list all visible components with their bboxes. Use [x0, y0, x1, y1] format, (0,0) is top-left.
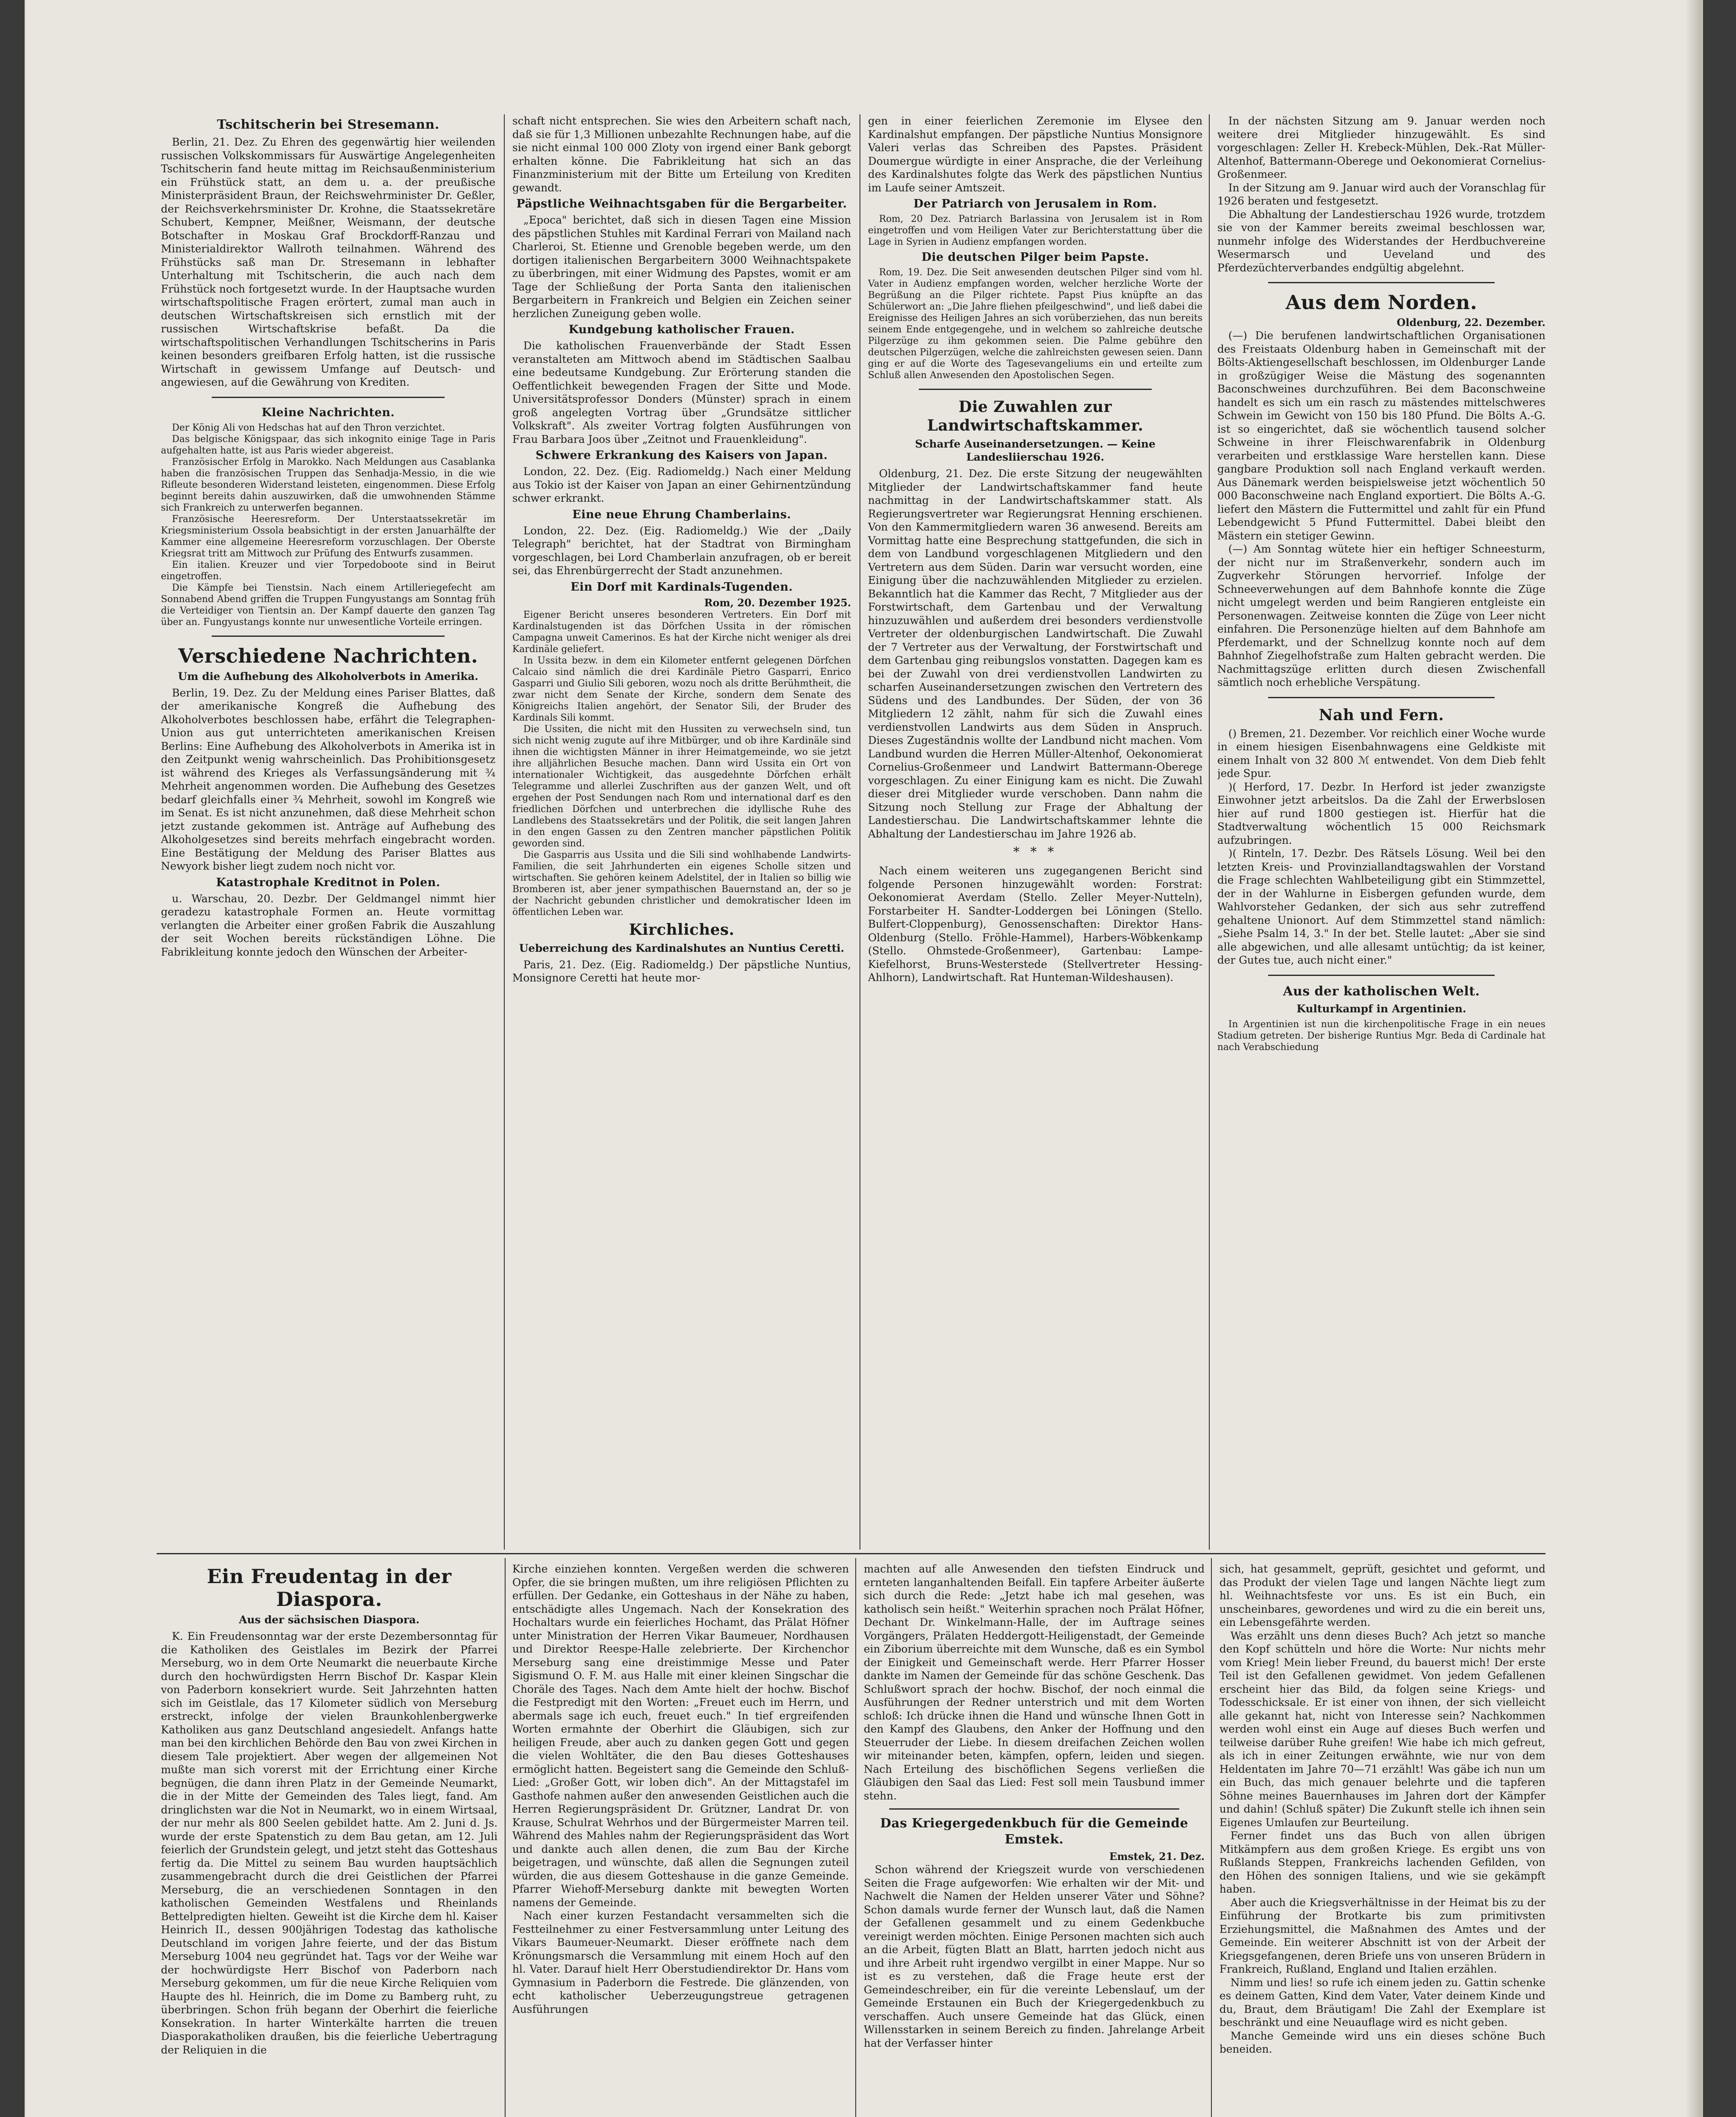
article-text: Oldenburg, 21. Dez. Die erste Sitzung der neugewählten Mitglieder der Landwirtschaftskammer fand heute nachmittag in der Landwirtschaftskammer statt. Als Regierungsvertreter war Regierungsrat Henning erschienen. Von den Kammermitgliedern waren 36 anwesend. Bereits am Vormittag hatte eine Besprechung stattgefunden, die sich in dem von Landbund vorgeschlagenen Mitgliedern und den Vertretern aus dem Süden. Darin war versucht worden, eine Einigung über die nachzuwählenden Mitglieder zu erzielen. Bekanntlich hat die Kammer das Recht, 7 Mitglieder aus der Forstwirtschaft, dem Gartenbau und der Verwaltung hinzuzuwählen und außerdem drei besonders verdienstvolle Vertreter der oldenburgischen Landwirtschaft. Die Zuwahl der 7 Vertreter aus der Verwaltung, der Forstwirtschaft und dem Gartenbau ging reibungslos vonstatten. Dagegen kam es bei der Zuwahl von drei verdienstvollen Landwirten zu scharfen Auseinandersetzungen zwischen den Vertretern des Südens und des Landbundes. Der Süden, der von 36 Mitgliedern 12 zählt, nahm für sich die Zuwahl eines verdienstvollen Landwirts aus dem Süden in Anspruch. Dieses Zugeständnis wollte der Landbund nicht machen. Vom Landbund wurden die Herren Müller-Altenhof, Oekonomierat Cornelius-Großenmeer und Landwirt Battermann-Oberege vorgeschlagen. Zu einer Einigung kam es nicht. Die Zuwahl dieser drei Mitglieder wurde verschoben. Dann nahm die Sitzung noch Stellung zur Frage der Abhaltung der Landestierschau. Die Landwirtschaftskammer lehnte die Abhaltung der Landestierschau im Jahre 1926 ab.	[868, 467, 1202, 840]
article-text: Schon während der Kriegszeit wurde von verschiedenen Seiten die Frage aufgeworfen: Wie erhalten wir der Mit- und Nachwelt die Namen der Helden unserer Väter und Söhne? Schon damals wurde ferner der Wunsch laut, daß die Namen der Gefallenen gesammelt und zu einem Gedenkbuche vereinigt werden möchten. Einige Personen machten sich auch an die Arbeit, fügten Blatt an Blatt, harrten jedoch nicht aus und ihre Arbeit ruht irgendwo vergilbt in einer Mappe. Nur so ist es zu verstehen, daß die Frage heute erst der Gemeindeschreiber, ein für die vereinte Lebenslauf, um der Gemeinde Erstaunen ein Buch der Kriegergedenkbuch zu verschaffen. Auch unsere Gemeinde hat das Glück, einen Willensstarken in seinem Bereich zu finden. Jahrelange Arbeit hat der Verfasser hinter	[864, 1863, 1205, 2049]
article-text: London, 22. Dez. (Eig. Radiomeldg.) Nach einer Meldung aus Tokio ist der Kaiser von Japan an einer Gehirnentzündung schwer erkrankt.	[512, 465, 851, 504]
divider	[1268, 975, 1495, 976]
news-item: Der König Ali von Hedschas hat auf den Thron verzichtet.	[172, 422, 445, 433]
article-text: (—) Am Sonntag wütete hier ein heftiger Schneesturm, der nicht nur im Straßenverkehr, sondern auch im Zugverkehr Störungen hervorrief. Infolge der Schneeverwehungen auf dem Bahnhofe konnte die Züge nicht umgelegt werden und beim Rangieren entgleiste ein Personenwagen. Zeitweise konnten die Züge von Leer nicht einfahren. Die Personenzüge hielten auf dem Bahnhofe am Pferdemarkt, und der Schnellzug konnte noch auf dem Bahnhof Ziegelhofstraße zum Halten gebracht werden. Die Nachmittagszüge erlitten durch diesen Zwischenfall sämtlich noch erhebliche Verspätung.	[1217, 543, 1545, 688]
article-text: Eigener Bericht unseres besonderen Vertreters. Ein Dorf mit Kardinalstugenden ist das Dörfchen Ussita in der römischen Campagna unweit Camerinos. Es hat der Kirche nicht weniger als drei Kardinäle geliefert.	[512, 609, 851, 655]
headline: Kundgebung katholischer Frauen.	[568, 323, 795, 336]
subheadline: Kulturkampf in Argentinien.	[1296, 1002, 1466, 1015]
column-1	[161, 114, 495, 1548]
headline: Ein Dorf mit Kardinals-Tugenden.	[570, 580, 793, 594]
headline: Tschitscherin bei Stresemann.	[217, 117, 440, 132]
column-3	[868, 114, 1202, 1548]
column-rule	[505, 1558, 506, 2117]
column-4	[1217, 114, 1545, 1548]
subheadline: Um die Aufhebung des Alkoholverbots in Amerika.	[178, 670, 478, 683]
article-text: Die katholischen Frauenverbände der Stadt Essen veranstalteten am Mittwoch abend im Städtischen Saalbau eine bedeutsame Kundgebung. Zur Erörterung standen die Oeffentlichkeit bewegenden Fragen der Sitte und Mode. Universitätsprofessor Donders (Münster) sprach in einem groß angelegten Vortrag über „Grundsätze sittlicher Volkskraft". Als zweiter Vortrag folgten Ausführungen von Frau Barbara Joos über „Zeitnot und Frauenkleidung".	[512, 340, 851, 445]
section-headline: Verschiedene Nachrichten.	[178, 644, 478, 667]
article-text: gen in einer feierlichen Zeremonie im Elysee den Kardinalshut empfangen. Der päpstliche Nuntius Monsignore Valeri verlas das Schreiben des Papstes. Präsident Doumergue würdigte in einer Ansprache, die der Verleihung des Kardinalshutes folgte das Werk des päpstlichen Nuntius im Laufe seiner Amtszeit.	[868, 115, 1202, 194]
divider	[889, 1808, 1179, 1810]
section-rule	[157, 1553, 1545, 1554]
article-text: Die Abhaltung der Landestierschau 1926 wurde, trotzdem sie von der Kammer bereits zweimal beschlossen war, nunmehr infolge des Widerstandes der Herdbuchvereine Wesermarsch und Ueveland und des Pferdezüchterverbandes endgültig abgelehnt.	[1217, 208, 1545, 274]
article-text: In Argentinien ist nun die kirchenpolitische Frage in ein neues Stadium getreten. Der bisherige Runtius Mgr. Beda di Cardinale hat nach Verabschiedung	[1217, 1019, 1545, 1053]
newspaper-sheet	[25, 0, 1702, 2117]
subheadline: Aus der sächsischen Diaspora.	[239, 1614, 420, 1626]
article-text: u. Warschau, 20. Dezbr. Der Geldmangel nimmt hier geradezu katastrophale Formen an. Heute vormittag verlangten die Arbeiter einer großen Fabrik die Auszahlung der seit Wochen bereits rückständigen Löhne. Die Fabrikleitung konnte jedoch den Wünschen der Arbeiter-	[161, 892, 495, 958]
column-rule	[1209, 114, 1210, 1550]
headline: Katastrophale Kreditnot in Polen.	[216, 876, 440, 889]
dateline: Rom, 20. Dezember 1925.	[704, 596, 851, 609]
article-text: Aber auch die Kriegsverhältnisse in der Heimat bis zu der Einführung der Brotkarte bis zum primitivsten Erziehungsmittel, die Maßnahmen des Amtes und der Gemeinde. Ein weiterer Abschnitt ist von der Arbeit der Kriegsgefangenen, deren Briefe uns von unseren Brüdern in Frankreich, Rußland, England und Italien erzählen.	[1219, 1896, 1545, 1975]
article-text: Die Ussiten, die nicht mit den Hussiten zu verwechseln sind, tun sich nicht wenig zugute auf ihre Mitbürger, und ob ihre Kardinäle sind ihnen die wichtigsten Männer in ihrer Heimatgemeinde, wo sie jetzt ihre alljährlichen Besuche machen. Dann wird Ussita ein Ort von internationaler Wichtigkeit, das ausgedehnte Dörfchen erhält Telegramme und allerlei Zuschriften aus der ganzen Welt, und oft ergehen der Post Sendungen nach Rom und international darf es den friedlichen Dörfchen und unterbrechen die idyllische Ruhe des Landlebens des Staatssekretärs und der Politik, die seit langen Jahren in den engen Gassen zu den Zentren mancher päpstlichen Politik geworden sind.	[512, 724, 851, 849]
article-text: Berlin, 19. Dez. Zu der Meldung eines Pariser Blattes, daß der amerikanische Kongreß die Aufhebung des Alkoholverbotes beschlossen habe, erfährt die Telegraphen-Union aus gut unterrichteten amerikanischen Kreisen Berlins: Eine Aufhebung des Alkoholverbots in Amerika ist in den Zeitpunkt wenig wahrscheinlich. Das Prohibitionsgesetz ist während des Krieges als Verfassungsänderung mit ¾ Mehrheit angenommen worden. Die Aufhebung des Gesetzes bedarf gleichfalls einer ¾ Mehrheit, sowohl im Kongreß wie im Senat. Es ist nicht anzunehmen, daß diese Mehrheit schon jetzt zustande gekommen ist. Anträge auf Aufhebung des Alkoholgesetzes sind bereits mehrfach eingebracht worden. Eine Bestätigung der Meldung des Pariser Blattes aus Newyork bisher liegt zudem noch nicht vor.	[161, 686, 495, 872]
headline: Der Patriarch von Jerusalem in Rom.	[913, 197, 1157, 210]
ornament-divider: * * *	[1013, 845, 1058, 860]
article-text: Kirche einziehen konnten. Vergeßen werden die schweren Opfer, die sie bringen mußten, um ihre religiösen Pflichten zu erfüllen. Der Gedanke, ein Gotteshaus in der Nähe zu haben, entschädigte alles Ungemach. Nach der Konsekration des Hochaltars wurde ein feierliches Hochamt, das Prälat Höfner unter Ministration der Herren Vikar Baumeuer, Nordhausen und Direktor Reespe-Halle zelebrierte. Der Kirchenchor Merseburg sang eine dreistimmige Messe und Pater Sigismund O. F. M. aus Halle mit einer kleinen Singschar die Choräle des Tages. Nach dem Amte hielt der hochw. Bischof die Festpredigt mit den Worten: „Freuet euch im Herrn, und abermals sage ich euch, freuet euch." In tief ergreifenden Worten ermahnte der Oberhirt die Gläubigen, sich zur heiligen Freude, aber auch zu danken gegen Gott und gegen die vielen Wohltäter, die den Bau dieses Gotteshauses ermöglicht hatten. Begeistert sang die Gemeinde den Schluß-Lied: „Großer Gott, wir loben dich". An der Mittagstafel im Gasthofe nahmen außer den anwesenden Geistlichen auch die Herren Regierungspräsident Dr. Grützner, Landrat Dr. von Krause, Schulrat Wehrhos und der Bürgermeister Marren teil. Während des Mahles nahm der Regierungspräsident das Wort und dankte auch allen denen, die zum Bau der Kirche beigetragen, und wünschte, daß allen die Segnungen zuteil würden, die aus diesem Gotteshause in die ganze Gemeinde. Pfarrer Wiehoff-Merseburg dankte mit bewegten Worten namens der Gemeinde.	[512, 1563, 849, 1909]
news-item: Das belgische Königspaar, das sich inkognito einige Tage in Paris aufgehalten hatte, ist aus Paris wieder abgereist.	[161, 434, 495, 456]
dateline: Oldenburg, 22. Dezember.	[1396, 316, 1545, 329]
article-text: London, 22. Dez. (Eig. Radiomeldg.) Wie der „Daily Telegraph" berichtet, hat der Stadtrat von Birmingham vorgeschlagen, bei Lord Chamberlain anzufragen, ob er bereit sei, das Ehrenbürgerrecht der Stadt anzunehmen.	[512, 524, 851, 577]
news-item: Französische Heeresreform. Der Unterstaatssekretär im Kriegsministerium Ossola beabsichtigt in der ersten Januarhälfte der Kammer eine allgemeine Heeresreform vorzuschlagen. Der Oberste Kriegsrat tritt am Mittwoch zur Prüfung des Entwurfs zusammen.	[161, 514, 495, 559]
column-rule	[504, 114, 505, 1550]
article-text: In der Sitzung am 9. Januar wird auch der Voranschlag für 1926 beraten und festgesetzt.	[1217, 181, 1545, 207]
section-headline: Aus der katholischen Welt.	[1283, 984, 1480, 999]
bottom-column-2	[512, 1562, 849, 2117]
article-text: schaft nicht entsprechen. Sie wies den Arbeitern schaft nach, daß sie für 1,3 Millionen unbezahlte Rechnungen habe, auf die sie nicht einmal 100 000 Zloty von irgend einer Bank geborgt erhalten könne. Die Fabrikleitung hat sich an das Finanzministerium mit der Bitte um Erteilung von Krediten gewandt.	[512, 115, 851, 194]
divider	[1268, 282, 1495, 283]
section-headline: Kirchliches.	[629, 920, 735, 939]
article-text: (—) Die berufenen landwirtschaftlichen Organisationen des Freistaats Oldenburg haben in Gemeinschaft mit der Bölts-Aktiengesellschaft beschlossen, im Oldenburger Lande in großzügiger Weise die Mästung des sogenannten Baconschweines durchzuführen. Bei dem Baconschweine handelt es sich um ein rasch zu mästendes mittelschweres Schwein im Gewicht von 150 bis 180 Pfund. Die Bölts A.-G. ist so eingerichtet, daß sie wöchentlich tausend solcher Schweine in ihrer Fleischwarenfabrik in Oldenburg verarbeiten und erstklassige Ware herstellen kann. Diese gangbare Produktion soll nach England verkauft werden. Aus Dänemark werden beispielsweise jetzt wöchentlich 50 000 Baconschweine nach England exportiert. Die Bölts A.-G. liefert den Mästern die Futtermittel und zahlt für ein Pfund Lebendgewicht 5 Pfund Futtermittel. Dabei bleibt den Mästern ein stetiger Gewinn.	[1217, 329, 1545, 542]
divider	[919, 389, 1152, 390]
headline: Eine neue Ehrung Chamberlains.	[572, 508, 791, 521]
headline: Schwere Erkrankung des Kaisers von Japan.	[536, 449, 828, 462]
news-item: Französischer Erfolg in Marokko. Nach Meldungen aus Casablanka haben die französischen Truppen das Senhadja-Messio, in die wie Rifleute besonderen Widerstand leisteten, eingenommen. Diese Erfolg beginnt bereits dahin auszuwirken, daß die umwohnenden Stämme sich Frankreich zu unterwerfen begannen.	[161, 456, 495, 513]
column-rule	[1211, 1558, 1212, 2117]
subheadline: Scharfe Auseinandersetzungen. — Keine Landesliierschau 1926.	[915, 438, 1155, 463]
article-text: Paris, 21. Dez. (Eig. Radiomeldg.) Der päpstliche Nuntius, Monsignore Ceretti hat heute mor-	[512, 958, 851, 984]
article-text: „Epoca" berichtet, daß sich in diesen Tagen eine Mission des päpstlichen Stuhles mit Kardinal Ferrari von Mailand nach Charleroi, St. Etienne und Grenoble begeben werde, um den dortigen italienischen Bergarbeitern 3000 Weihnachtspakete zu überbringen, mit einer Widmung des Papstes, womit er am Tage der Schließung der Porta Santa den italienischen Bergarbeitern in Frankreich und Belgien ein Zeichen seiner herzlichen Zuneigung geben wolle.	[512, 214, 851, 320]
subheadline: Ueberreichung des Kardinalshutes an Nuntius Ceretti.	[519, 942, 844, 954]
article-text: Nimm und lies! so rufe ich einem jeden zu. Gattin schenke es deinem Gatten, Kind dem Vater, Vater deinem Kinde und du, Braut, dem Bräutigam! Die Zahl der Exemplare ist beschränkt und eine Neuauflage wird es nicht geben.	[1219, 1976, 1545, 2029]
article-text: Rom, 20 Dez. Patriarch Barlassina von Jerusalem ist in Rom eingetroffen und vom Heiligen Vater zur Berichterstattung über die Lage in Syrien in Audienz empfangen worden.	[868, 214, 1202, 247]
divider	[212, 397, 445, 398]
article-text: () Bremen, 21. Dezember. Vor reichlich einer Woche wurde in einem hiesigen Eisenbahnwagens eine Geldkiste mit einem Inhalt von 32 800 ℳ entwendet. Von dem Dieb fehlt jede Spur.	[1217, 727, 1545, 779]
section-headline: Aus dem Norden.	[1285, 291, 1477, 314]
article-text: Die Gasparris aus Ussita und die Sili sind wohlhabende Landwirts-Familien, die seit Jahrhunderten ein eigenes Scholle sitzen und wirtschaften. Sie gehören keinem Adelstitel, der in Italien so billig wie Bromberen ist, aber jener sympathischen Bauernstand an, der so je der Nachricht gebunden christlicher und demokratischer Ideen im öffentlichen Leben war.	[512, 849, 851, 918]
dateline: Emstek, 21. Dez.	[1109, 1850, 1205, 1863]
bottom-column-4	[1219, 1562, 1545, 2117]
article-text: In Ussita bezw. in dem ein Kilometer entfernt gelegenen Dörfchen Calcaio sind nämlich die drei Kardinäle Pietro Gasparri, Enrico Gasparri und Giulio Sili geboren, wozu noch als dritte Berühmtheit, die zwar nicht dem Senate der Kirche, sondern dem Senate des Königreichs Italien angehört, der Senator Sili, der Bruder des Kardinals Sili kommt.	[512, 655, 851, 723]
column-2	[512, 114, 851, 1548]
section-headline: Die Zuwahlen zur Landwirtschaftskammer.	[927, 398, 1144, 434]
section-headline: Ein Freudentag in der Diaspora.	[207, 1565, 452, 1611]
news-item: Ein italien. Kreuzer und vier Torpedoboote sind in Beirut eingetroffen.	[161, 559, 495, 582]
article-text: Nach einer kurzen Festandacht versammelten sich die Festteilnehmer zu einer Festversammlung unter Leitung des Vikars Baumeuer-Neumarkt. Dieser eröffnete nach dem Krönungsmarsch die Versammlung mit einem Hoch auf den hl. Vater. Darauf hielt Herr Oberstudiendirektor Dr. Hans vom Gymnasium in Paderborn die Festrede. Die glänzenden, von echt katholischer Ueberzeugungstreue getragenen Ausführungen	[512, 1910, 849, 2015]
article-text: Manche Gemeinde wird uns ein dieses schöne Buch beneiden.	[1219, 2029, 1545, 2055]
page-edge-shadow	[1685, 0, 1702, 2117]
section-headline: Nah und Fern.	[1319, 706, 1444, 724]
column-rule	[855, 1558, 856, 2117]
article-text: )( Rinteln, 17. Dezbr. Des Rätsels Lösung. Weil bei den letzten Kreis- und Provinziallandtagswahlen der Vorstand die Frage schlechten Wahlbeteiligung gibt ein Stimmzettel, der in der Wahlurne in Eisbergen gefunden wurde, dem Wahlvorsteher Gedanken, der sich aus sehr zutreffend gehaltene Unionort. Auf dem Stimmzettel stand nämlich: „Siehe Psalm 14, 3." In der bet. Stelle lautet: „Aber sie sind alle abgewichen, und alle allesamt untüchtig; da ist keiner, der Gutes tue, auch nicht einer."	[1217, 847, 1545, 966]
divider	[212, 636, 445, 637]
bottom-column-1	[161, 1562, 498, 2117]
newspaper-page	[161, 114, 1545, 2117]
headline: Die deutschen Pilger beim Papste.	[921, 251, 1149, 264]
article-text: )( Herford, 17. Dezbr. In Herford ist jeder zwanzigste Einwohner jetzt arbeitslos. Da die Zahl der Erwerbslosen hier auf rund 1800 gestiegen ist. Hierfür hat die Stadtverwaltung wöchentlich 15 000 Reichsmark aufzubringen.	[1217, 780, 1545, 846]
divider	[1268, 697, 1495, 698]
headline: Kleine Nachrichten.	[261, 406, 395, 419]
article-text: Nach einem weiteren uns zugegangenen Bericht sind folgende Personen hinzugewählt worden: Forstrat: Oekonomierat Averdam (Stello. Zeller Meyer-Nutteln), Forstarbeiter H. Sandter-Loddergen bei Löningen (Stello. Bulfert-Cloppenburg), Genossenschaften: Direktor Hans-Oldenburg (Stello. Fröhle-Hammel), Harbers-Wöbkenkamp (Stello. Ohmstede-Großenmeer), Gartenbau: Lampe-Kiefelhorst, Bruns-Westerstede (Stellvertreter Hessing-Ahlhorn), Landwirtschaft. Rat Hunteman-Wildeshausen).	[868, 865, 1202, 984]
article-text: machten auf alle Anwesenden den tiefsten Eindruck und ernteten langanhaltenden Beifall. Ein tapfere Arbeiter äußerte sich durch die Rede: „Jetzt habe ich mal gesehen, was katholisch sein heißt." Weiterhin sprachen noch Prälat Höfner, Dechant Dr. Winkelmann-Halle, der im Auftrage seines Vorgängers, Prälaten Heddergott-Heiligenstadt, der Gemeinde ein Ziborium überreichte mit dem Wunsche, daß es ein Symbol der Einigkeit und Gemeinschaft werde. Herr Pfarrer Hosser dankte im Namen der Gemeinde für das schöne Geschenk. Das Schlußwort sprach der hochw. Bischof, der noch einmal die Ausführungen der Redner unterstrich und mit dem Worten schloß: Ich drücke ihnen die Hand und wünsche Ihnen Gott in den Kampf des Glaubens, den Anker der Hoffnung und den Steuerruder der Liebe. In diesem dreifachen Zeichen wollen wir miteinander beten, kämpfen, opfern, leiden und siegen. Nach Erteilung des bischöflichen Segens verließen die Gläubigen den Saal das Lied: Fest soll mein Tausbund immer stehn.	[864, 1563, 1205, 1802]
news-item: Die Kämpfe bei Tienstsin. Nach einem Artilleriegefecht am Sonnabend Abend griffen die Truppen Fungyustangs am Sonntag früh die Verteidiger von Tientsin an. Der Kampf dauerte den ganzen Tag über an. Fungyustangs konnte nur unwesentliche Vorteile erringen.	[161, 582, 495, 627]
article-text: Ferner findet uns das Buch von allen übrigen Mitkämpfern aus dem großen Kriege. Es ergibt uns von Rußlands Steppen, Frankreichs lachenden Gefilden, von den Höhen des sonnigen Italiens, und wie sie gekämpft haben.	[1219, 1830, 1545, 1895]
article-text: Rom, 19. Dez. Die Seit anwesenden deutschen Pilger sind vom hl. Vater in Audienz empfangen worden, welcher herzliche Worte der Begrüßung an die Pilger richtete. Papst Pius knüpfte an das Schülerwort an: „Die Jahre fliehen pfeilgeschwind", und ließ dabei die Ereignisse des Heiligen Jahres an sich vorüberziehen, das nun bereits seinem Ende entgegengehe, und in welchem so zahlreiche deutsche Pilgerzüge zu ihm gekommen seien. Die Palme gebühre den deutschen Pilgerzügen, welche die zahlreichsten gewesen seien. Dann ging er auf die Worte des Tagesevangeliums ein und erteilte zum Schluß allen Anwesenden den Apostolischen Segen.	[868, 267, 1202, 381]
headline: Das Kriegergedenkbuch für die Gemeinde Emstek.	[880, 1816, 1189, 1847]
article-text: Was erzählt uns denn dieses Buch? Ach jetzt so manche den Kopf schütteln und höre die Worte: Nur nichts mehr vom Krieg! Mein lieber Freund, du bauerst mich! Der erste Teil ist den Gefallenen gewidmet. Von jedem Gefallenen erscheint hier das Bild, da folgen seine Kriegs- und Todesschicksale. Er ist einer von ihnen, der sich vielleicht alle gekannt hat, nicht von Interesse sein? Nachkommen werden wohl einst ein Auge auf dieses Buch werfen und teilweise darüber Ruhe greifen! Wie habe ich mich gefreut, als ich in einer Zeitungen erwähnte, wie nur von dem Heldentaten im Jahre 70—71 erzählt! Was gäbe ich nun um ein Buch, das mich genauer belehrte und die tapferen Söhne meines Bauernhauses im Jahren dort der Kämpfer und dahin! (Schluß später) Die Zukunft stelle ich ihnen sein Eigenes Umlaufen zur Beurteilung.	[1219, 1629, 1545, 1829]
article-text: K. Ein Freudensonntag war der erste Dezembersonntag für die Katholiken des Geistlales im Bezirk der Pfarrei Merseburg, wo in dem Orte Neumarkt die neuerbaute Kirche durch den hochwürdigsten Herrn Bischof Dr. Kaspar Klein von Paderborn konsekriert wurde. Seit Jahrzehnten hatten sich im Geistlale, das 17 Kilometer südlich von Merseburg erstreckt, infolge der vielen Braunkohlenbergwerke Katholiken aus ganz Deutschland angesiedelt. Anfangs hatte man bei den kirchlichen Behörde den Bau von zwei Kirchen in diesem Tale projektiert. Aber wegen der allgemeinen Not mußte man sich vorerst mit der Errichtung einer Kirche begnügen, die dann ihren Platz in der Gemeinde Neumarkt, die in der Mitte der Gemeinden des Tales liegt, fand. Am dringlichsten war die Not in Neumarkt, wo in einem Wirtsaal, der nur mehr als 800 Seelen gebildet hatte. Am 2. Juni d. Js. wurde der erste Spatenstich zu dem Bau getan, am 12. Juli feierlich der Grundstein gelegt, und jetzt steht das Gotteshaus fertig da. Die Mittel zu seinem Bau wurden hauptsächlich zusammengebracht durch die drei Geistlichen der Pfarrei Merseburg, die an verschiedenen Sonntagen in den katholischen Gemeinden Westfalens und Rheinlands Bettelpredigten hielten. Geweiht ist die Kirche dem hl. Kaiser Heinrich II., dessen 900jährigen Todestag das katholische Deutschland im vorigen Jahre feierte, und der das Bistum Merseburg 1004 neu gegründet hat. Tags vor der Weihe war der hochwürdigste Herr Bischof von Paderborn nach Merseburg gekommen, um für die neue Kirche Reliquien vom Haupte des hl. Heinrich, die im Dome zu Bamberg ruht, zu überbringen. Schon früh begann der Oberhirt die feierliche Konsekration. In harter Winterkälte harrten die treuen Diasporakatholiken draußen, bis die feierliche Uebertragung der Reliquien in die	[161, 1630, 498, 2056]
headline: Päpstliche Weihnachtsgaben für die Bergarbeiter.	[516, 197, 847, 210]
article-text: In der nächsten Sitzung am 9. Januar werden noch weitere drei Mitglieder hinzugewählt. Es sind vorgeschlagen: Zeller H. Krebeck-Mühlen, Dek.-Rat Müller-Altenhof, Battermann-Oberege und Oekonomierat Cornelius-Großenmeer.	[1217, 115, 1545, 180]
article-text: Berlin, 21. Dez. Zu Ehren des gegenwärtig hier weilenden russischen Volkskommissars für Auswärtige Angelegenheiten Tschitscherin fand heute mittag im Reichsaußenministerium ein Frühstück statt, an dem u. a. der preußische Ministerpräsident Braun, der Reichswehrminister Dr. Geßler, der Reichsverkehrsminister Dr. Krohne, die Staatssekretäre Schubert, Kempner, Meißner, Weismann, der deutsche Botschafter in Moskau Graf Brockdorff-Ranzau und Ministerialdirektor Wallroth teilnahmen. Während des Frühstücks saß man Dr. Stresemann in lebhafter Unterhaltung mit Tschitscherin, die auch nach dem Frühstück noch fortgesetzt wurde. In der Hauptsache wurden wirtschaftspolitische Fragen erörtert, zumal man auch in deutschen Wirtschaftskreisen sich ernstlich mit der russischen Wirtschaftskrise befaßt. Da die wirtschaftspolitischen Verhandlungen Tschitscherins in Paris keinen besonders greifbaren Erfolg hatten, ist die russische Wirtschaft in gewissem Umfange auf Deutsch- und angewiesen, auf die Gewährung von Krediten.	[161, 136, 495, 388]
article-text: sich, hat gesammelt, geprüft, gesichtet und geformt, und das Produkt der vielen Tage und langen Nächte liegt zum hl. Weihnachtsfeste vor uns. Es ist ein Buch, ein unscheinbares, gewordenes und wird zu die ein bereit uns, ein Lebensgefährte werden.	[1219, 1563, 1545, 1628]
bottom-column-3	[864, 1562, 1205, 2117]
